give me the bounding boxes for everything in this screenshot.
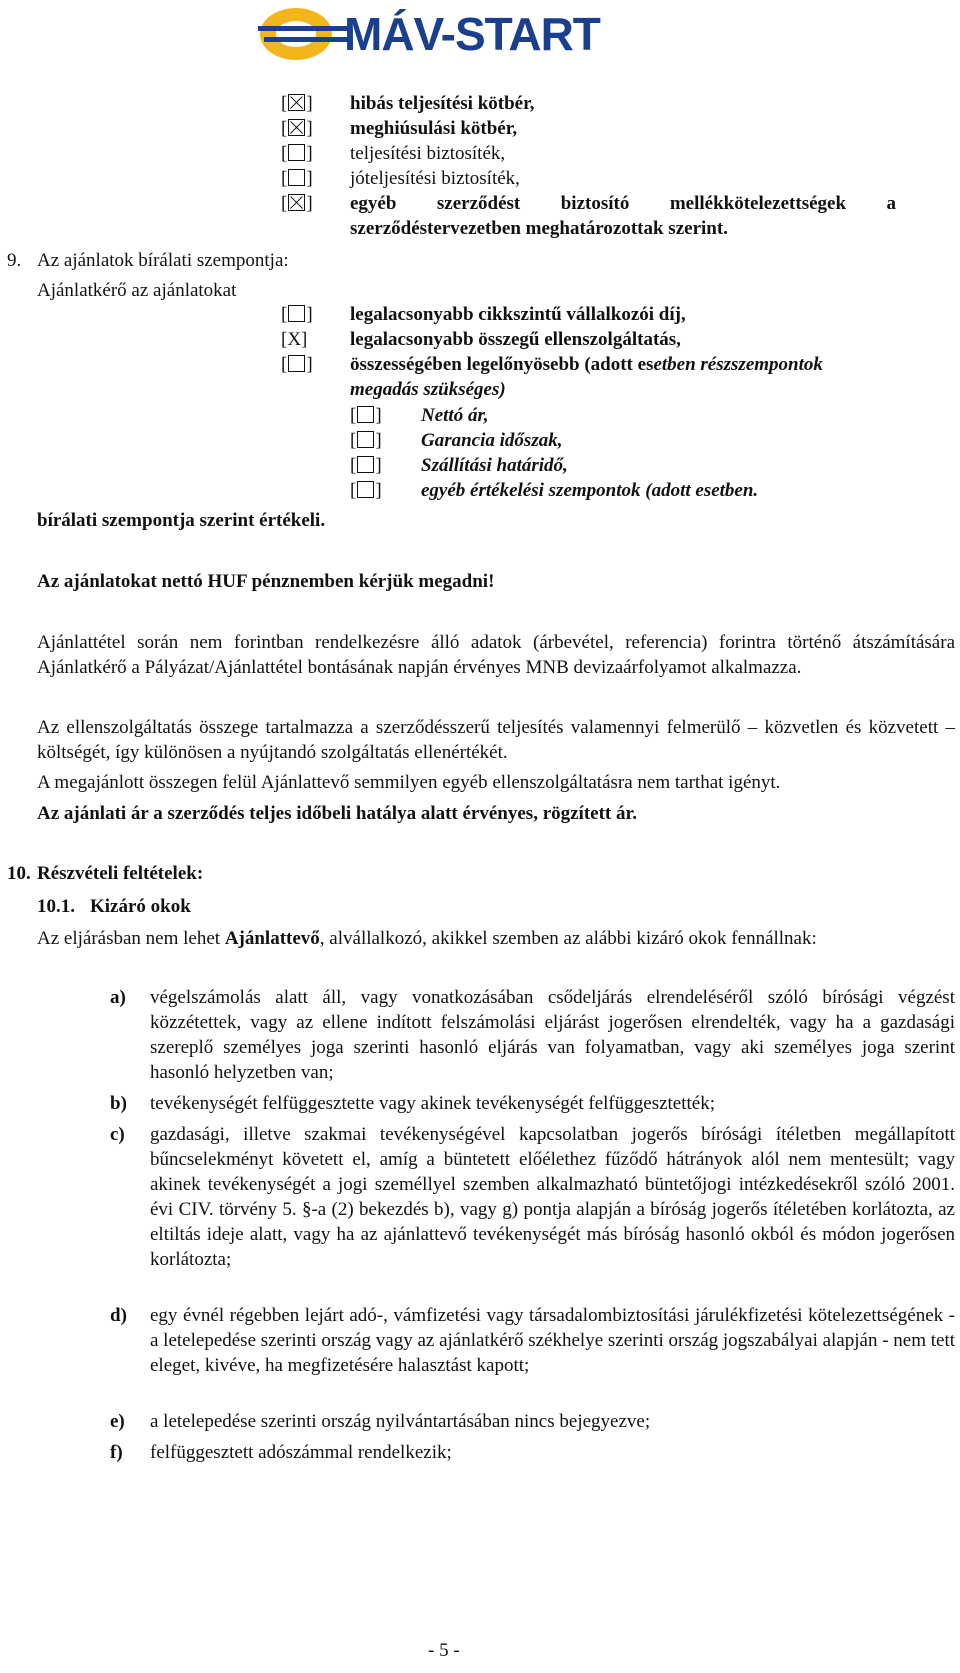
item-label: c) bbox=[110, 1124, 125, 1145]
item-label: b) bbox=[110, 1093, 127, 1114]
section-closing: bírálati szempontja szerint értékeli. bbox=[37, 510, 326, 531]
subcriteria-item: [ ] bbox=[350, 455, 382, 476]
criteria-item: [ ] bbox=[281, 304, 313, 325]
checkbox-empty[interactable] bbox=[357, 456, 374, 473]
checkbox-empty[interactable] bbox=[357, 481, 374, 498]
subsection-title: Kizáró okok bbox=[90, 896, 191, 917]
item-text: egy évnél régebben lejárt adó-, vámfizetési vagy társadalombiztosítási járulékfizetési kötelezettségének - a letelepedése szerinti ország vagy az ajánlatkérő székhelye szerinti ország jogszabályai alapján - nem tett eleget, kivéve, ha megfizetésére halasztást kapott; bbox=[150, 1305, 956, 1376]
section-number: 9. bbox=[7, 250, 22, 271]
list-item: [ ] bbox=[281, 193, 313, 214]
item-label: f) bbox=[110, 1442, 123, 1463]
list-item-text: szerződéstervezetben meghatározottak szerint. bbox=[350, 218, 728, 239]
subcriteria-text: Garancia időszak, bbox=[421, 430, 563, 451]
checkbox-empty[interactable] bbox=[288, 355, 305, 372]
checkbox-empty[interactable] bbox=[357, 431, 374, 448]
list-item-text: teljesítési biztosíték, bbox=[350, 143, 506, 164]
checkbox-empty[interactable] bbox=[288, 144, 305, 161]
section-intro: Ajánlatkérő az ajánlatokat bbox=[37, 280, 237, 301]
checkbox-empty[interactable] bbox=[288, 169, 305, 186]
subcriteria-text: Nettó ár, bbox=[421, 405, 489, 426]
list-item-text: hibás teljesítési kötbér, bbox=[350, 93, 535, 114]
list-item-text: jóteljesítési biztosíték, bbox=[350, 168, 520, 189]
section-intro: Az eljárásban nem lehet Ajánlattevő, alvállalkozó, akikkel szemben az alábbi kizáró okok fennállnak: bbox=[37, 928, 817, 949]
checkbox-checked[interactable] bbox=[288, 94, 305, 111]
criteria-text: összességében legelőnyösebb (adott esetben részszempontok bbox=[350, 354, 823, 375]
item-text: gazdasági, illetve szakmai tevékenységével kapcsolatban jogerős bírósági ítéletben megállapított bűncselekményt követett el, amíg a büntetett előélethez fűződő hátrányok alól nem mentesült; vagy akinek tevékenységét a jogi személlyel szemben alkalmazható büntetőjogi intézkedésekről szóló 2001. évi CIV. törvény 5. §-a (2) bekezdés b), vagy g) pontja alapján a bíróság jogerős ítéletében korlátozta, az eltiltás ideje alatt, vagy ha az ajánlattevő tevékenységét más bíróság hasonló okból és módon jogerősen korlátozta; bbox=[150, 1124, 955, 1270]
item-text: a letelepedése szerinti ország nyilvántartásában nincs bejegyezve; bbox=[150, 1411, 651, 1432]
list-item: [ ] bbox=[281, 93, 313, 114]
paragraph: Ajánlattétel során nem forintban rendelkezésre álló adatok (árbevétel, referencia) forintra történő átszámítására Ajánlatkérő a Pályázat/Ajánlattétel bontásának napján érvényes MNB devizaárfolyamot alkalmazza. bbox=[37, 632, 955, 678]
criteria-text: legalacsonyabb összegű ellenszolgáltatás, bbox=[350, 329, 681, 350]
page-number: - 5 - bbox=[428, 1640, 460, 1661]
list-item: [ ] bbox=[281, 143, 313, 164]
criteria-text: megadás szükséges) bbox=[350, 379, 506, 400]
checkbox-empty[interactable] bbox=[288, 305, 305, 322]
company-logo bbox=[258, 4, 643, 64]
criteria-text: legalacsonyabb cikkszintű vállalkozói díj, bbox=[350, 304, 686, 325]
subcriteria-text: Szállítási határidő, bbox=[421, 455, 568, 476]
subcriteria-text: egyéb értékelési szempontok (adott esetben. bbox=[421, 480, 759, 501]
section-title: Az ajánlatok bírálati szempontja: bbox=[37, 250, 289, 271]
list-item: [ ] bbox=[281, 118, 313, 139]
checkbox-checked[interactable] bbox=[288, 194, 305, 211]
paragraph-bold: Az ajánlati ár a szerződés teljes időbeli hatálya alatt érvényes, rögzített ár. bbox=[37, 803, 637, 824]
subcriteria-item: [ ] bbox=[350, 405, 382, 426]
list-item: [ ] bbox=[281, 168, 313, 189]
checkbox-checked[interactable] bbox=[288, 119, 305, 136]
criteria-mark: [X] bbox=[281, 329, 308, 350]
subcriteria-item: [ ] bbox=[350, 480, 382, 501]
criteria-item: [ ] bbox=[281, 354, 313, 375]
item-label: a) bbox=[110, 987, 126, 1008]
checkbox-empty[interactable] bbox=[357, 406, 374, 423]
subcriteria-item: [ ] bbox=[350, 430, 382, 451]
currency-note: Az ajánlatokat nettó HUF pénznemben kérjük megadni! bbox=[37, 571, 495, 592]
list-item-text: meghiúsulási kötbér, bbox=[350, 118, 518, 139]
section-number: 10. bbox=[7, 863, 31, 884]
item-text: végelszámolás alatt áll, vagy vonatkozásában csődeljárás elrendeléséről szóló bírósági végzést közzétettek, vagy az ellene indított felszámolási eljárást jogerősen elrendelték, vagy ha a gazdasági szereplő személyes joga szerinti hasonló eljárás van folyamatban, vagy aki személyes joga szerint hasonló helyzetben van; bbox=[150, 987, 955, 1083]
paragraph: Az ellenszolgáltatás összege tartalmazza a szerződésszerű teljesítés valamennyi felmerülő – közvetlen és közvetett – költségét, így különösen a nyújtandó szolgáltatás ellenértékét. bbox=[37, 717, 955, 763]
list-item-text: egyéb szerződést biztosító mellékkötelezettségek a bbox=[350, 193, 896, 214]
subsection-number: 10.1. bbox=[37, 896, 75, 917]
item-label: d) bbox=[110, 1305, 127, 1326]
item-text: tevékenységét felfüggesztette vagy akinek tevékenységét felfüggesztették; bbox=[150, 1093, 715, 1114]
logo-text: MÁV-START bbox=[344, 8, 600, 60]
section-title: Részvételi feltételek: bbox=[37, 863, 204, 884]
item-label: e) bbox=[110, 1411, 125, 1432]
paragraph: A megajánlott összegen felül Ajánlattevő semmilyen egyéb ellenszolgáltatásra nem tarthat igényt. bbox=[37, 772, 781, 793]
item-text: felfüggesztett adószámmal rendelkezik; bbox=[150, 1442, 452, 1463]
